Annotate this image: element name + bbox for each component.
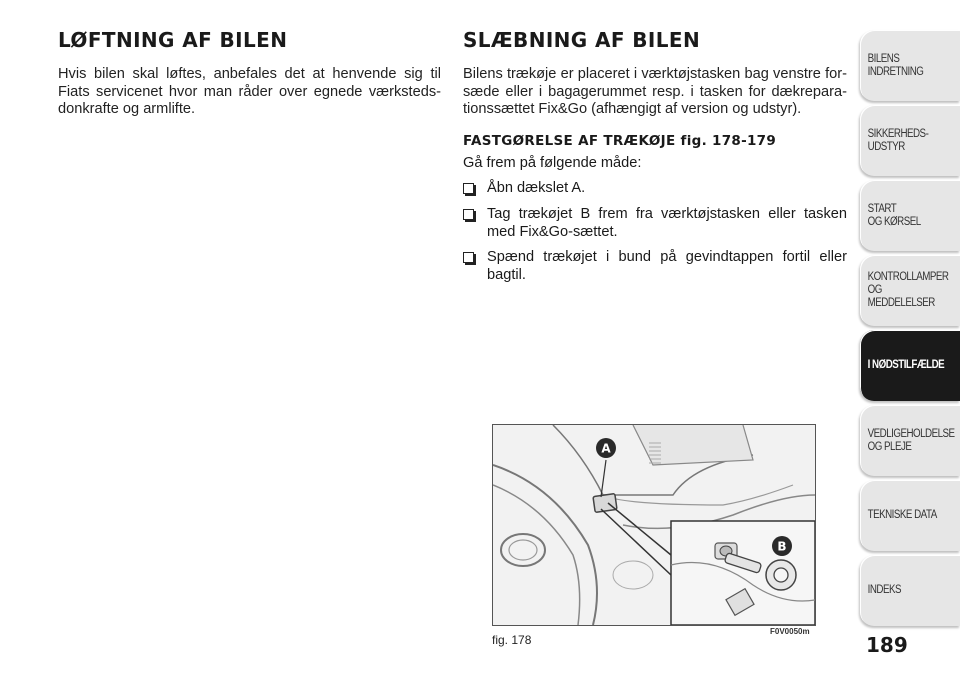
steps-list [463, 180, 847, 284]
checkbox-bullet-icon [463, 183, 474, 194]
tab-label: I NØDSTILFÆLDE [867, 359, 945, 371]
tab-kontrollamper[interactable] [860, 255, 960, 326]
tab-label: TEKNISKE DATA [867, 509, 937, 521]
section-title-towing: SLÆBNING AF BILEN [463, 28, 701, 52]
label-b: B [777, 539, 787, 554]
step-text: Åbn dækslet A. [487, 180, 586, 197]
step-text: Spænd trækøjet i bund på gevindtappen fortil eller bagtil. [487, 249, 847, 283]
step-text: Tag trækøjet B frem fra værktøjstasken eller tasken med Fix&Go-sættet. [487, 205, 847, 240]
towing-paragraph: Bilens trækøje er placeret i værktøjstasken bag venstre for-sæde eller i bagagerummet resp. i tasken for dækrepara-tionssættet Fix&Go (afhængigt af version og udstyr). [463, 66, 847, 118]
tab-indeks[interactable] [860, 555, 960, 626]
right-column [463, 28, 847, 292]
chapter-tabs [860, 30, 960, 630]
list-item [463, 249, 847, 284]
figure-caption: fig. 178 [492, 633, 532, 647]
tab-label: SIKKERHEDS- UDSTYR [867, 127, 929, 153]
checkbox-bullet-icon [463, 252, 474, 263]
tab-tekniske-data[interactable] [860, 480, 960, 551]
tow-eye-drawing [493, 425, 815, 625]
tab-label: KONTROLLAMPER OG MEDDELELSER [867, 271, 949, 309]
lifting-paragraph: Hvis bilen skal løftes, anbefales det at henvende sig til Fiats servicenet hvor man råder over egnede værksteds-donkrafte og armlifte. [58, 66, 441, 118]
tab-i-noedstilfaelde[interactable] [860, 330, 960, 401]
tab-label: VEDLIGEHOLDELSE OG PLEJE [867, 427, 955, 453]
tab-vedligeholdelse[interactable] [860, 405, 960, 476]
steps-intro: Gå frem på følgende måde: [463, 154, 642, 171]
figure-tow-eye-illustration [492, 424, 816, 626]
tab-bilens-indretning[interactable] [860, 30, 960, 101]
tab-sikkerhedsudstyr[interactable] [860, 105, 960, 176]
figure-code: F0V0050m [770, 627, 810, 636]
tab-label: INDEKS [867, 584, 901, 596]
list-item [463, 180, 847, 198]
checkbox-bullet-icon [463, 209, 474, 220]
tab-start-og-koersel[interactable] [860, 180, 960, 251]
label-a: A [601, 441, 611, 456]
page-number: 189 [866, 633, 908, 657]
tab-label: START OG KØRSEL [867, 202, 921, 228]
list-item [463, 206, 847, 241]
subsection-title-tow-eye: FASTGØRELSE AF TRÆKØJE fig. 178-179 [463, 132, 777, 149]
left-column [58, 28, 441, 119]
section-title-lifting: LØFTNING AF BILEN [58, 28, 288, 52]
tab-label: BILENS INDRETNING [867, 52, 924, 78]
